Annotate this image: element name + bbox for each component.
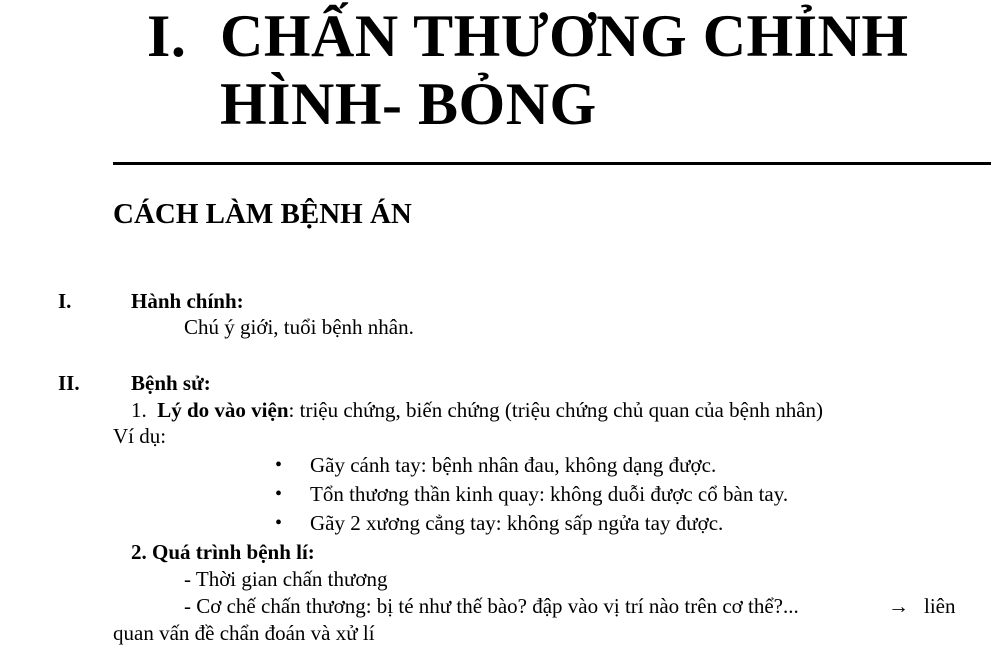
part-heading: Hành chính: <box>131 289 244 313</box>
list-item: Tổn thương thần kinh quay: không duỗi được cổ bàn tay. <box>310 482 789 506</box>
part-numeral: I. <box>58 289 72 313</box>
title-divider <box>113 162 991 165</box>
reason-line <box>131 397 823 423</box>
bullet-icon: • <box>275 483 283 505</box>
chapter-number: I. <box>147 3 187 69</box>
bullet-icon: • <box>275 454 283 476</box>
arrow-right-icon: → <box>888 594 909 618</box>
text-line: - Cơ chế chấn thương: bị té như thế bào? đập vào vị trí nào trên cơ thể?... <box>184 594 799 618</box>
text-line: - Thời gian chấn thương <box>184 567 388 591</box>
item-text: : triệu chứng, biến chứng (triệu chứng chủ quan của bệnh nhân) <box>288 398 824 422</box>
chapter-title-line2: HÌNH- BỎNG <box>220 71 597 137</box>
item-heading: 2. Quá trình bệnh lí: <box>131 540 315 564</box>
part-numeral: II. <box>58 371 80 395</box>
list-item: Gãy cánh tay: bệnh nhân đau, không dạng được. <box>310 453 717 477</box>
list-item: Gãy 2 xương cẳng tay: không sấp ngửa tay được. <box>310 511 724 535</box>
text-line: liên <box>924 594 956 618</box>
section-title: CÁCH LÀM BỆNH ÁN <box>113 198 412 230</box>
bullet-icon: • <box>275 512 283 534</box>
chapter-title-line1: CHẤN THƯƠNG CHỈNH <box>220 3 909 69</box>
part-body: Chú ý giới, tuổi bệnh nhân. <box>184 315 414 339</box>
part-heading: Bệnh sử: <box>131 371 211 395</box>
item-label: Lý do vào viện <box>157 398 289 422</box>
text-line: quan vấn đề chẩn đoán và xử lí <box>113 621 375 645</box>
item-number: 1. <box>131 398 147 422</box>
example-label: Ví dụ: <box>113 424 167 448</box>
